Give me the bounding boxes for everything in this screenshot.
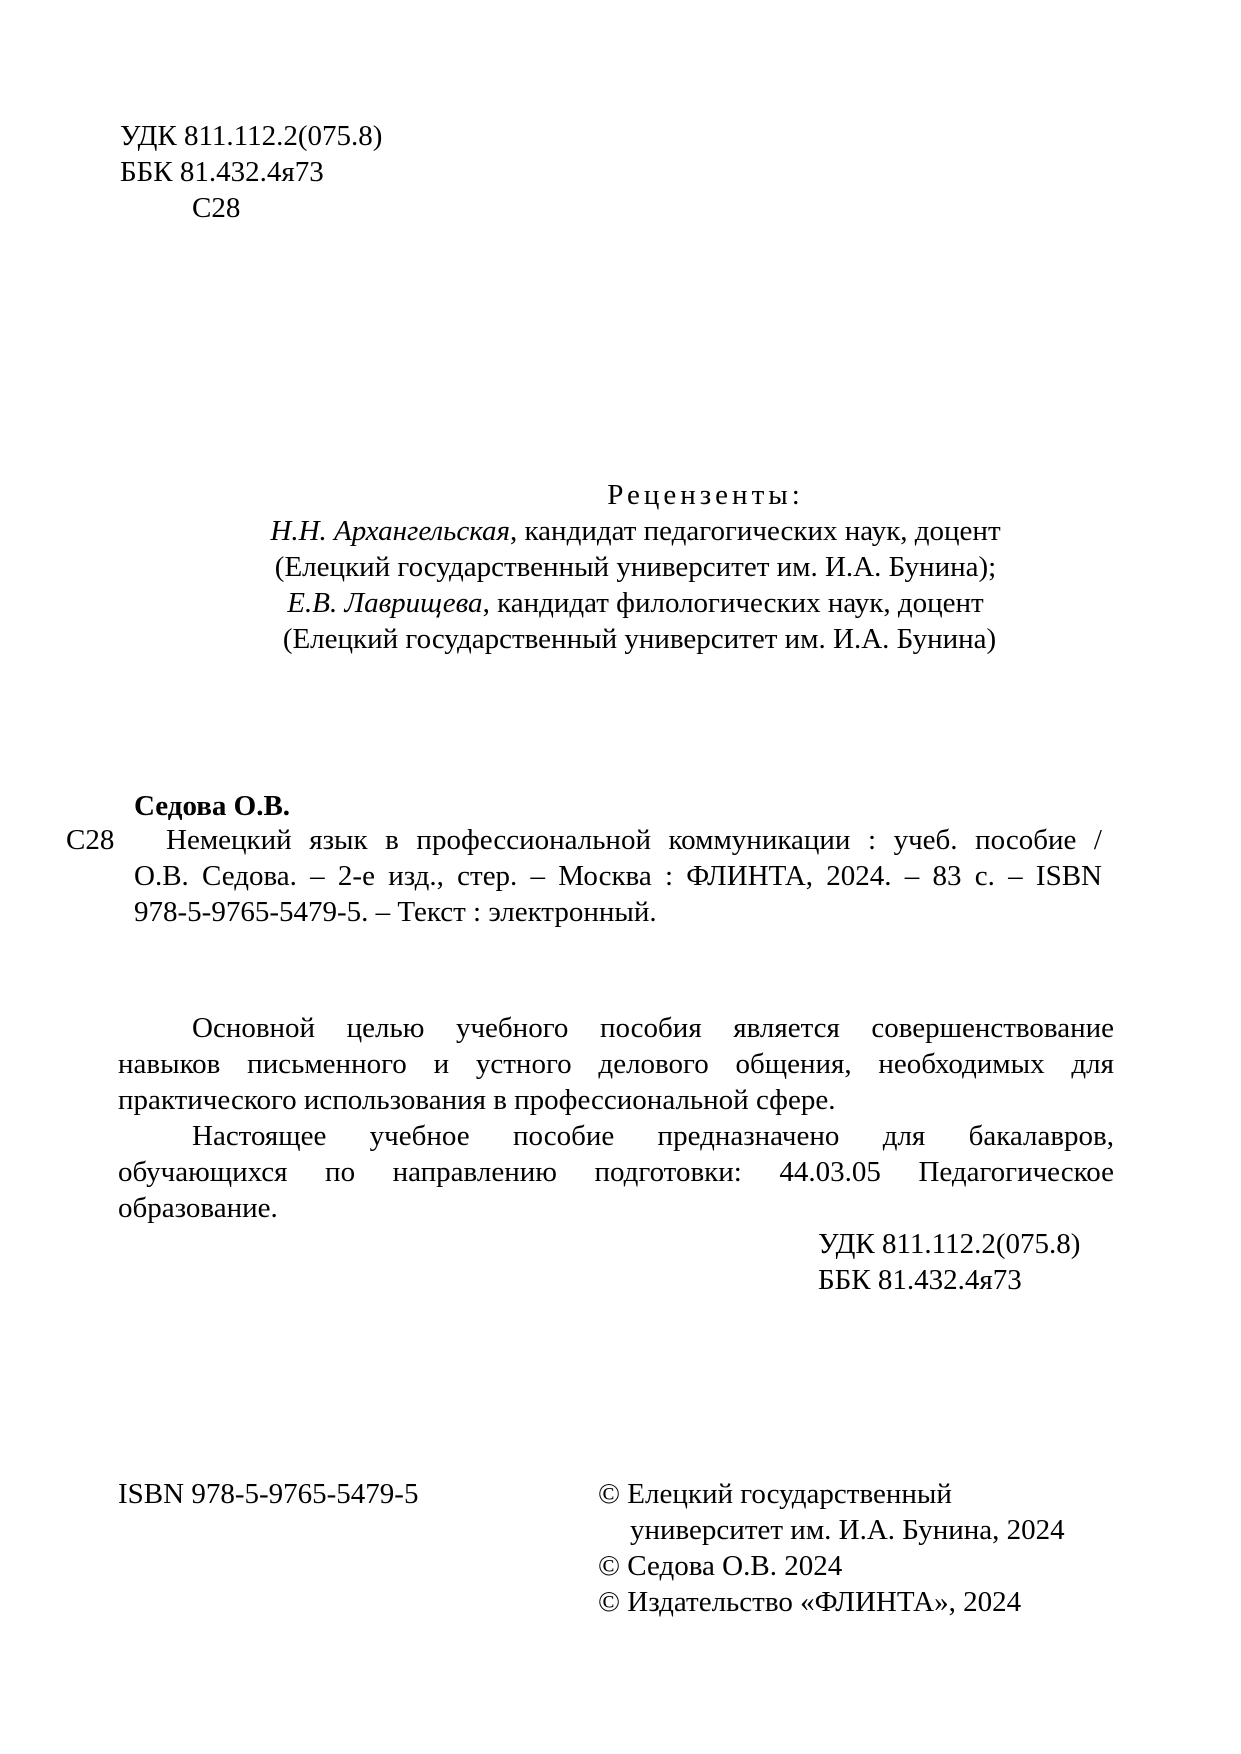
- bibliographic-description: [134, 822, 1102, 930]
- annotation-line: образование.: [118, 1192, 278, 1224]
- reviewer-2-affiliation: (Елецкий государственный университет им. И.А. Бунина): [282, 623, 997, 655]
- classification-block: [120, 118, 382, 226]
- copyright-line: © Елецкий государственный: [598, 1478, 952, 1510]
- annotation-line: навыков письменного и устного делового общения, необходимых для: [118, 1048, 1114, 1080]
- bbk-code: ББК 81.432.4я73: [120, 156, 324, 188]
- annotation-block: [118, 1010, 1114, 1226]
- bbk-code-bottom: ББК 81.432.4я73: [818, 1264, 1022, 1296]
- reviewer-2-title: , кандидат филологических наук, доцент: [482, 587, 984, 619]
- annotation-classification: [818, 1226, 1080, 1298]
- author-heading: Седова О.В.: [134, 790, 291, 822]
- annotation-line: обучающихся по направлению подготовки: 44.03.05 Педагогическое: [118, 1156, 1114, 1188]
- biblio-line: 978-5-9765-5479-5. – Текст : электронный.: [134, 896, 657, 928]
- copyright-line: © Седова О.В. 2024: [598, 1550, 843, 1582]
- annotation-line: Настоящее учебное пособие предназначено для бакалавров,: [192, 1120, 1114, 1152]
- bibliography-author-mark: С28: [66, 824, 115, 856]
- reviewer-1-title: , кандидат педагогических наук, доцент: [510, 515, 1001, 547]
- reviewer-1: [0, 513, 1241, 549]
- biblio-line: О.В. Седова. – 2-е изд., стер. – Москва : ФЛИНТА, 2024. – 83 с. – ISBN: [134, 860, 1102, 892]
- reviewer-2: [0, 585, 1241, 621]
- reviewer-2-name: Е.В. Лаврищева: [287, 587, 483, 619]
- reviewer-1-name: Н.Н. Архангельская: [270, 515, 511, 547]
- udk-code-bottom: УДК 811.112.2(075.8): [818, 1228, 1081, 1260]
- copyright-block: [598, 1476, 1065, 1620]
- annotation-line: практического использования в профессиональной сфере.: [118, 1084, 836, 1116]
- reviewer-1-affiliation: (Елецкий государственный университет им. И.А. Бунина);: [274, 551, 997, 583]
- isbn: ISBN 978-5-9765-5479-5: [118, 1478, 419, 1510]
- biblio-line: Немецкий язык в профессиональной коммуникации : учеб. пособие /: [166, 824, 1102, 856]
- reviewers-heading: Рецензенты:: [607, 479, 804, 511]
- copyright-line: университет им. И.А. Бунина, 2024: [630, 1514, 1065, 1546]
- reviewers-block: [0, 477, 1241, 657]
- author-mark: С28: [192, 192, 241, 224]
- annotation-line: Основной целью учебного пособия является совершенствование: [192, 1012, 1114, 1044]
- copyright-line: © Издательство «ФЛИНТА», 2024: [598, 1586, 1022, 1618]
- udk-code: УДК 811.112.2(075.8): [120, 120, 383, 152]
